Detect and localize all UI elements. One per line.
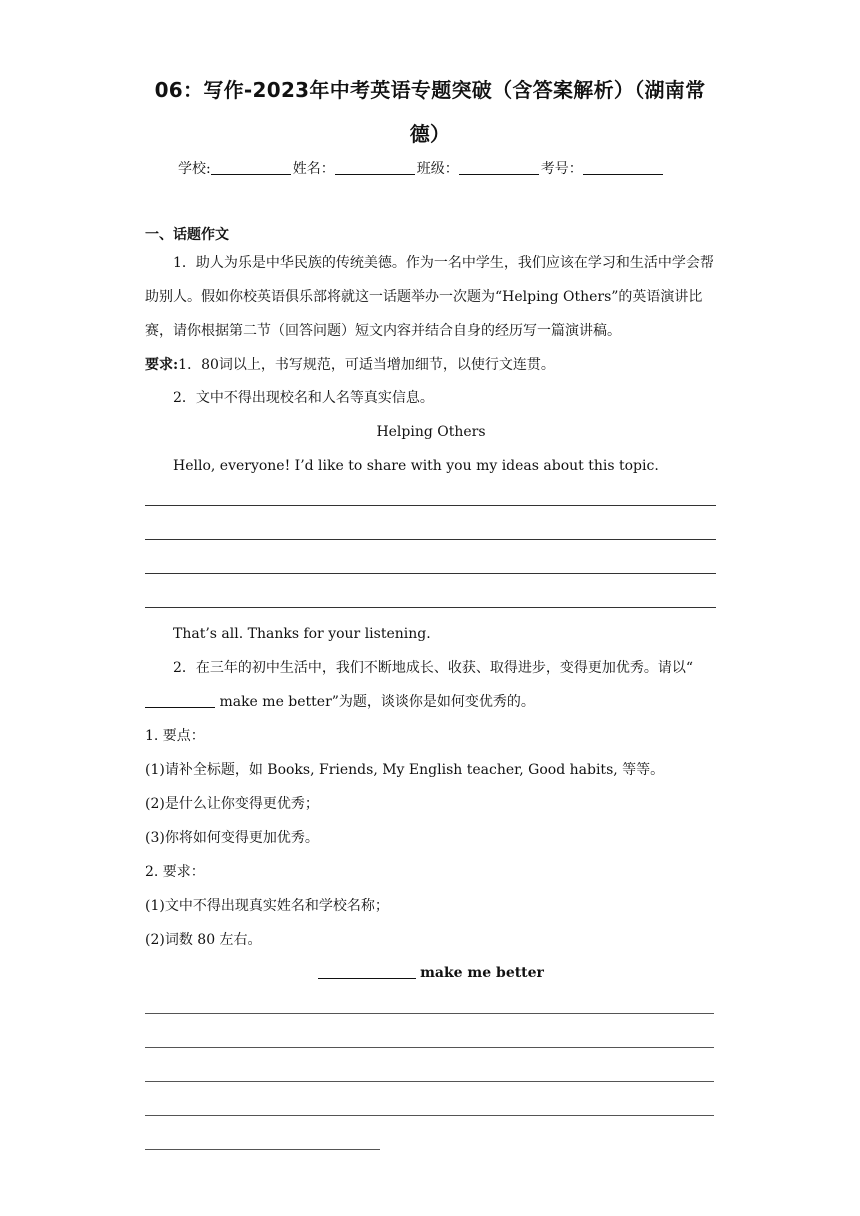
student-info-line	[178, 158, 665, 178]
point-3: (3)你将如何变得更加优秀。	[145, 830, 319, 846]
question-2-number: 2．	[173, 660, 196, 676]
answer-line[interactable]	[145, 573, 716, 574]
exam-no-blank[interactable]	[583, 160, 663, 175]
class-label: 班级：	[416, 161, 459, 177]
requirement-1-text: 1．80词以上，书写规范，可适当增加细节，以使行文连贯。	[178, 357, 555, 373]
point-1: (1)请补全标题，如 Books, Friends, My English teacher, Good habits, 等等。	[145, 762, 665, 778]
requirements-label: 2. 要求：	[145, 864, 205, 880]
question-1-body: 助人为乐是中华民族的传统美德。作为一名中学生，我们应该在学习和生活中学会帮助别人。假如你校英语俱乐部将就这一话题举办一次题为“Helping Others”的英语演讲比赛，请你根据第二节（回答问题）短文内容并结合自身的经历写一篇演讲稿。	[145, 255, 714, 339]
essay-2-title-text: make me better	[420, 965, 544, 981]
answer-line[interactable]	[145, 607, 716, 608]
essay-2-title	[145, 956, 717, 990]
exam-no-label: 考号：	[540, 161, 583, 177]
requirement-2-1: (1)文中不得出现真实姓名和学校名称；	[145, 898, 389, 914]
answer-line[interactable]	[145, 539, 716, 540]
answer-line[interactable]	[145, 1149, 380, 1150]
answer-line[interactable]	[145, 1047, 714, 1048]
point-2: (2)是什么让你变得更优秀；	[145, 796, 319, 812]
school-label: 学校:	[178, 161, 211, 177]
points-label: 1. 要点：	[145, 728, 205, 744]
question-2-body-a: 在三年的初中生活中，我们不断地成长、收获、取得进步，变得更加优秀。请以“	[195, 660, 694, 676]
question-1-prompt	[145, 246, 717, 348]
answer-line[interactable]	[145, 1115, 714, 1116]
essay-1-closing: That’s all. Thanks for your listening.	[173, 626, 431, 642]
essay-1-opening: Hello, everyone! I’d like to share with you my ideas about this topic.	[173, 458, 659, 474]
title-blank[interactable]	[145, 693, 215, 708]
requirement-2-2: (2)词数 80 左右。	[145, 932, 262, 948]
essay-1-title: Helping Others	[376, 424, 486, 440]
answer-line[interactable]	[145, 1013, 714, 1014]
answer-line[interactable]	[145, 505, 716, 506]
name-blank[interactable]	[335, 160, 415, 175]
essay-2-title-blank[interactable]	[318, 964, 416, 979]
question-2-body-b: make me better”为题，谈谈你是如何变优秀的。	[215, 694, 535, 710]
answer-line[interactable]	[145, 1081, 714, 1082]
school-blank[interactable]	[211, 160, 291, 175]
question-1-requirement-1	[145, 348, 717, 382]
section-heading: 一、话题作文	[145, 227, 229, 243]
question-1-requirement-2: 2．文中不得出现校名和人名等真实信息。	[173, 390, 434, 406]
requirement-label: 要求:	[145, 357, 179, 373]
name-label: 姓名：	[292, 161, 335, 177]
question-1-number: 1．	[173, 255, 196, 271]
document-title: 06：写作-2023年中考英语专题突破（含答案解析）（湖南常德）	[154, 78, 706, 146]
class-blank[interactable]	[459, 160, 539, 175]
question-2-prompt	[145, 651, 717, 719]
